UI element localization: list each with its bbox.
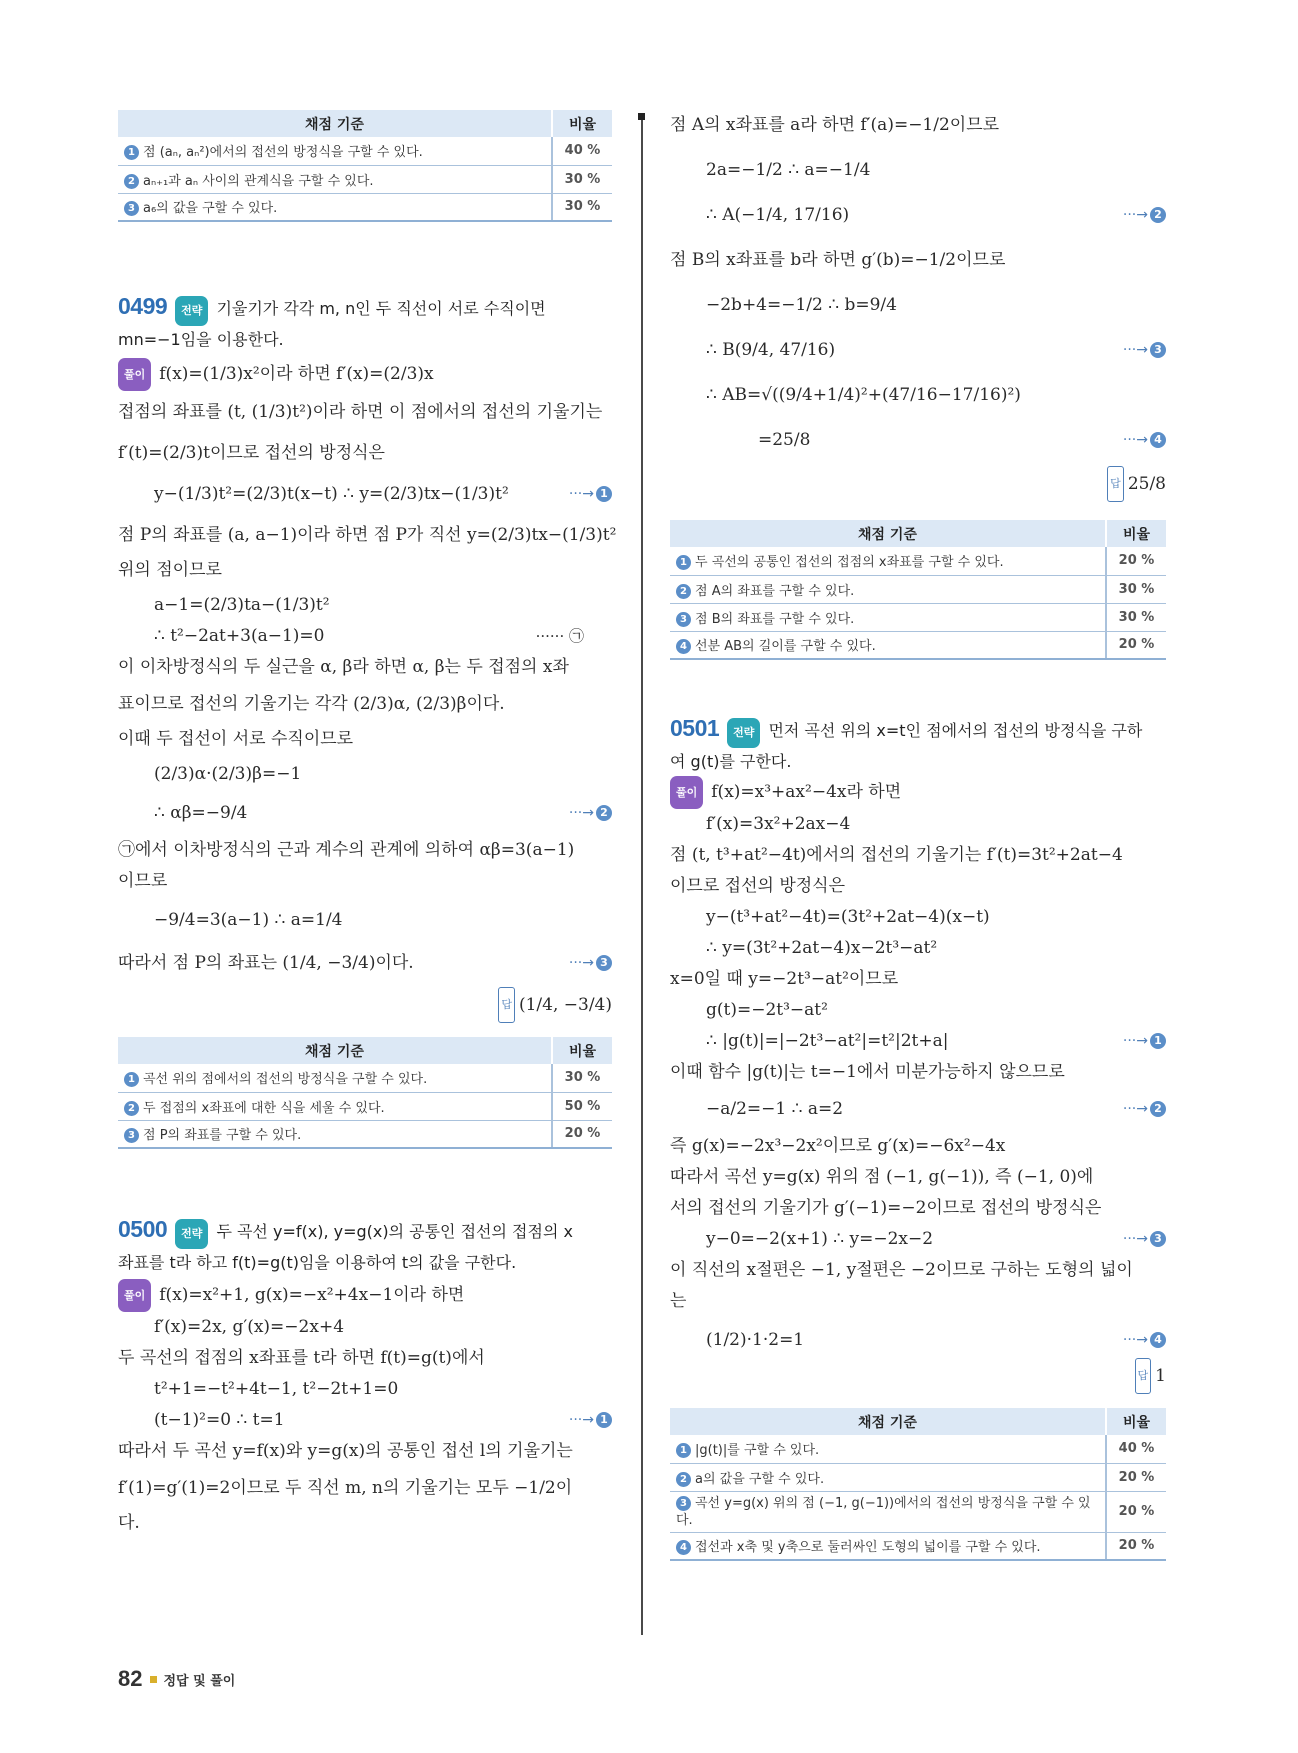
table-header-ratio: 비율	[552, 1037, 612, 1064]
strategy-text-cont: 좌표를 t라 하고 f(t)=g(t)임을 이용하여 t의 값을 구한다.	[118, 1253, 517, 1272]
solution-line	[118, 948, 612, 979]
problem-0501-header	[670, 714, 1166, 748]
math-text: ∴ αβ=−9/4	[154, 803, 248, 823]
right-column	[670, 110, 1166, 1561]
criteria-text: 접선과 x축 및 y축으로 둘러싸인 도형의 넓이를 구할 수 있다.	[695, 1540, 1041, 1556]
strategy-text: 기울기가 각각 m, n인 두 직선이 서로 수직이면	[216, 299, 546, 318]
solution-line	[670, 1325, 1166, 1356]
solution-line: 접점의 좌표를 (t, (1/3)t²)이라 하면 이 점에서의 접선의 기울기는	[118, 402, 603, 422]
step-number-icon: 2	[124, 1101, 139, 1116]
answer-0499	[118, 987, 612, 1023]
solution-line: 이 직선의 x절편은 −1, y절편은 −2이므로 구하는 도형의 넓이	[670, 1260, 1133, 1280]
table-row	[670, 631, 1166, 659]
ratio-value: 40 %	[552, 137, 612, 165]
math-text: ∴ A(−1/4, 17/16)	[706, 205, 850, 225]
math-text: y−0=−2(x+1) ∴ y=−2x−2	[706, 1229, 934, 1249]
step-number-icon: 3	[124, 1128, 139, 1143]
answer-0501	[670, 1358, 1166, 1394]
solution-line: 이므로 접선의 방정식은	[670, 876, 846, 896]
solution-line: f′(t)=(2/3)t이므로 접선의 방정식은	[118, 443, 385, 463]
answer-value: 25/8	[1127, 474, 1166, 494]
step-number-icon: 4	[676, 1540, 691, 1555]
strategy-tag: 전략	[175, 296, 208, 326]
solution-line	[118, 1405, 612, 1436]
solution-line: 점 P의 좌표를 (a, a−1)이라 하면 점 P가 직선 y=(2/3)tx−(1/3)t²	[118, 525, 617, 545]
strategy-text-cont: mn=−1임을 이용한다.	[118, 330, 284, 349]
solution-line: 이므로	[118, 871, 168, 891]
solution-line: ∴ y=(3t²+2at−4)x−2t³−at²	[706, 938, 938, 958]
solution-line: ∴ AB=√((9/4+1/4)²+(47/16−17/16)²)	[706, 385, 1021, 405]
math-text: f(x)=x³+ax²−4x라 하면	[711, 782, 902, 802]
math-text: ∴ B(9/4, 47/16)	[706, 340, 836, 360]
criteria-text: |g(t)|를 구할 수 있다.	[695, 1443, 820, 1459]
criteria-text: 두 접점의 x좌표에 대한 식을 세울 수 있다.	[143, 1100, 385, 1116]
table-header-ratio: 비율	[1106, 1408, 1166, 1435]
ratio-value: 20 %	[1106, 1463, 1166, 1491]
criteria-text: aₙ₊₁과 aₙ 사이의 관계식을 구할 수 있다.	[143, 173, 374, 189]
solution-line: g(t)=−2t³−at²	[706, 1000, 828, 1020]
table-row	[670, 1491, 1166, 1532]
score-mark-1: ···→ 1	[569, 479, 612, 510]
strategy-text-cont: 여 g(t)를 구한다.	[670, 752, 792, 771]
solution-line: −2b+4=−1/2 ∴ b=9/4	[706, 295, 897, 315]
table-header-criteria: 채점 기준	[670, 1408, 1106, 1435]
solution-line: ㉠에서 이차방정식의 근과 계수의 관계에 의하여 αβ=3(a−1)	[118, 840, 575, 860]
table-row	[118, 1120, 612, 1148]
solution-line	[670, 776, 1166, 809]
score-mark-4: ···→ 4	[1123, 425, 1166, 456]
ratio-value: 30 %	[1106, 603, 1166, 631]
solution-line: f′(x)=3x²+2ax−4	[706, 814, 851, 834]
solution-line: 점 (t, t³+at²−4t)에서의 접선의 기울기는 f′(t)=3t²+2at−4	[670, 845, 1123, 865]
page-number: 82	[118, 1666, 143, 1691]
solution-line: 표이므로 접선의 기울기는 각각 (2/3)α, (2/3)β이다.	[118, 694, 505, 714]
score-mark-3: ···→ 3	[569, 948, 612, 979]
solution-line: −9/4=3(a−1) ∴ a=1/4	[154, 910, 343, 930]
solution-line	[118, 621, 612, 652]
criteria-text: 점 (aₙ, aₙ²)에서의 접선의 방정식을 구할 수 있다.	[143, 145, 423, 161]
solution-line	[118, 1279, 612, 1312]
strategy-text: 두 곡선 y=f(x), y=g(x)의 공통인 접선의 접점의 x	[216, 1222, 573, 1241]
solution-line	[118, 798, 612, 829]
math-text: (1/2)·1·2=1	[706, 1330, 805, 1350]
criteria-text: 선분 AB의 길이를 구할 수 있다.	[695, 639, 876, 655]
footer-label: 정답 및 풀이	[163, 1673, 236, 1689]
answer-icon: 답	[1135, 1358, 1152, 1394]
math-text: f(x)=(1/3)x²이라 하면 f′(x)=(2/3)x	[159, 364, 434, 384]
ratio-value: 20 %	[1106, 1532, 1166, 1560]
criteria-text: a의 값을 구할 수 있다.	[695, 1471, 825, 1487]
solution-line: 점 A의 x좌표를 a라 하면 f′(a)=−1/2이므로	[670, 115, 1000, 135]
solution-line: y−(t³+at²−4t)=(3t²+2at−4)(x−t)	[706, 907, 990, 927]
solution-line: a−1=(2/3)ta−(1/3)t²	[154, 595, 330, 615]
table-row	[670, 1435, 1166, 1463]
problem-number: 0499	[118, 293, 168, 319]
solution-line	[670, 425, 1166, 456]
score-mark-2: ···→ 2	[1123, 200, 1166, 231]
solution-line: 이 이차방정식의 두 실근을 α, β라 하면 α, β는 두 접점의 x좌	[118, 657, 569, 677]
solution-line: 다.	[118, 1513, 140, 1533]
solution-line	[670, 1094, 1166, 1125]
table-row	[118, 1092, 612, 1120]
answer-value: 1	[1155, 1366, 1166, 1386]
solution-line	[670, 200, 1166, 231]
answer-icon: 답	[1107, 466, 1124, 502]
solution-line	[670, 335, 1166, 366]
step-number-icon: 1	[124, 145, 139, 160]
grading-table-0498	[118, 110, 612, 222]
page-footer	[118, 1666, 235, 1692]
score-mark-4: ···→ 4	[1123, 1325, 1166, 1356]
math-text: 따라서 점 P의 좌표는 (1/4, −3/4)이다.	[118, 953, 414, 973]
ratio-value: 30 %	[552, 1064, 612, 1092]
solution-line: f′(1)=g′(1)=2이므로 두 직선 m, n의 기울기는 모두 −1/2이	[118, 1478, 573, 1498]
solution-line: (2/3)α·(2/3)β=−1	[154, 764, 302, 784]
solution-line: 이때 함수 |g(t)|는 t=−1에서 미분가능하지 않으므로	[670, 1062, 1065, 1082]
solution-line: 즉 g(x)=−2x³−2x²이므로 g′(x)=−6x²−4x	[670, 1136, 1006, 1156]
math-text: (t−1)²=0 ∴ t=1	[154, 1410, 285, 1430]
solution-line: 이때 두 접선이 서로 수직이므로	[118, 729, 354, 749]
solution-tag: 풀이	[118, 1279, 151, 1312]
table-header-criteria: 채점 기준	[118, 110, 552, 137]
step-number-icon: 3	[124, 201, 139, 216]
math-text: ∴ t²−2at+3(a−1)=0	[154, 626, 325, 646]
score-mark-3: ···→ 3	[1123, 1224, 1166, 1255]
grading-table-0501	[670, 1408, 1166, 1561]
solution-line: x=0일 때 y=−2t³−at²이므로	[670, 969, 899, 989]
table-row	[670, 1532, 1166, 1560]
table-row	[670, 1463, 1166, 1491]
ratio-value: 20 %	[552, 1120, 612, 1148]
solution-line	[670, 1224, 1166, 1255]
math-text: f(x)=x²+1, g(x)=−x²+4x−1이라 하면	[159, 1285, 465, 1305]
score-mark-2: ···→ 2	[569, 798, 612, 829]
ratio-value: 30 %	[552, 165, 612, 193]
ratio-value: 40 %	[1106, 1435, 1166, 1463]
grading-table-0500	[670, 520, 1166, 660]
criteria-text: 두 곡선의 공통인 접선의 접점의 x좌표를 구할 수 있다.	[695, 555, 1004, 571]
math-text: −a/2=−1 ∴ a=2	[706, 1099, 844, 1119]
table-row	[670, 603, 1166, 631]
strategy-tag: 전략	[727, 718, 760, 748]
table-header-criteria: 채점 기준	[670, 520, 1106, 547]
score-mark-1: ···→ 1	[1123, 1026, 1166, 1057]
step-number-icon: 1	[676, 1443, 691, 1458]
equation-ref: ······ ㉠	[535, 627, 584, 645]
step-number-icon: 2	[676, 584, 691, 599]
ratio-value: 20 %	[1106, 631, 1166, 659]
ratio-value: 30 %	[552, 193, 612, 221]
solution-tag: 풀이	[670, 776, 703, 809]
table-header-ratio: 비율	[1106, 520, 1166, 547]
solution-line: 2a=−1/2 ∴ a=−1/4	[706, 160, 871, 180]
table-header-ratio: 비율	[552, 110, 612, 137]
step-number-icon: 1	[124, 1072, 139, 1087]
table-row	[118, 137, 612, 165]
table-row	[118, 1064, 612, 1092]
table-row	[670, 575, 1166, 603]
grading-table-0499	[118, 1037, 612, 1149]
math-text: y−(1/3)t²=(2/3)t(x−t) ∴ y=(2/3)tx−(1/3)t²	[154, 484, 509, 504]
table-row	[118, 165, 612, 193]
strategy-text: 먼저 곡선 위의 x=t인 점에서의 접선의 방정식을 구하	[768, 721, 1143, 740]
ratio-value: 50 %	[552, 1092, 612, 1120]
step-number-icon: 3	[676, 1496, 691, 1511]
problem-0499-header	[118, 292, 612, 326]
math-text: ∴ |g(t)|=|−2t³−at²|=t²|2t+a|	[706, 1031, 949, 1051]
score-mark-1: ···→ 1	[569, 1405, 612, 1436]
table-header-criteria: 채점 기준	[118, 1037, 552, 1064]
solution-line	[670, 1026, 1166, 1057]
column-divider	[641, 115, 643, 1635]
math-text: =25/8	[758, 430, 811, 450]
criteria-text: 점 B의 좌표를 구할 수 있다.	[695, 611, 855, 627]
step-number-icon: 3	[676, 612, 691, 627]
solution-line: 는	[670, 1291, 687, 1311]
ratio-value: 20 %	[1106, 547, 1166, 575]
left-column	[118, 110, 617, 1539]
answer-value: (1/4, −3/4)	[518, 995, 612, 1015]
step-number-icon: 4	[676, 639, 691, 654]
problem-number: 0500	[118, 1216, 168, 1242]
score-mark-2: ···→ 2	[1123, 1094, 1166, 1125]
ratio-value: 20 %	[1106, 1491, 1166, 1532]
problem-0500-header	[118, 1215, 612, 1249]
step-number-icon: 1	[676, 555, 691, 570]
step-number-icon: 2	[676, 1472, 691, 1487]
answer-0500	[670, 466, 1166, 502]
table-row	[118, 193, 612, 221]
solution-line: 따라서 두 곡선 y=f(x)와 y=g(x)의 공통인 접선 l의 기울기는	[118, 1441, 573, 1461]
footer-square-icon	[150, 1676, 157, 1683]
solution-line: 서의 접선의 기울기가 g′(−1)=−2이므로 접선의 방정식은	[670, 1198, 1102, 1218]
ratio-value: 30 %	[1106, 575, 1166, 603]
score-mark-3: ···→ 3	[1123, 335, 1166, 366]
solution-tag: 풀이	[118, 358, 151, 391]
criteria-text: 곡선 y=g(x) 위의 점 (−1, g(−1))에서의 접선의 방정식을 구할 수 있다.	[676, 1495, 1091, 1528]
solution-line: f′(x)=2x, g′(x)=−2x+4	[154, 1317, 345, 1337]
solution-line: 점 B의 x좌표를 b라 하면 g′(b)=−1/2이므로	[670, 250, 1006, 270]
step-number-icon: 2	[124, 174, 139, 189]
solution-line	[118, 358, 612, 391]
solution-line: 두 곡선의 접점의 x좌표를 t라 하면 f(t)=g(t)에서	[118, 1348, 485, 1368]
problem-number: 0501	[670, 715, 720, 741]
criteria-text: 곡선 위의 점에서의 접선의 방정식을 구할 수 있다.	[143, 1072, 428, 1088]
solution-line: t²+1=−t²+4t−1, t²−2t+1=0	[154, 1379, 399, 1399]
strategy-tag: 전략	[175, 1219, 208, 1249]
column-divider-dot	[638, 113, 645, 120]
table-row	[670, 547, 1166, 575]
solution-line	[118, 479, 612, 510]
criteria-text: 점 P의 좌표를 구할 수 있다.	[143, 1128, 302, 1144]
answer-icon: 답	[498, 987, 515, 1023]
solution-line: 위의 점이므로	[118, 560, 222, 580]
solution-line: 따라서 곡선 y=g(x) 위의 점 (−1, g(−1)), 즉 (−1, 0)에	[670, 1167, 1094, 1187]
criteria-text: a₆의 값을 구할 수 있다.	[143, 201, 278, 217]
criteria-text: 점 A의 좌표를 구할 수 있다.	[695, 583, 855, 599]
